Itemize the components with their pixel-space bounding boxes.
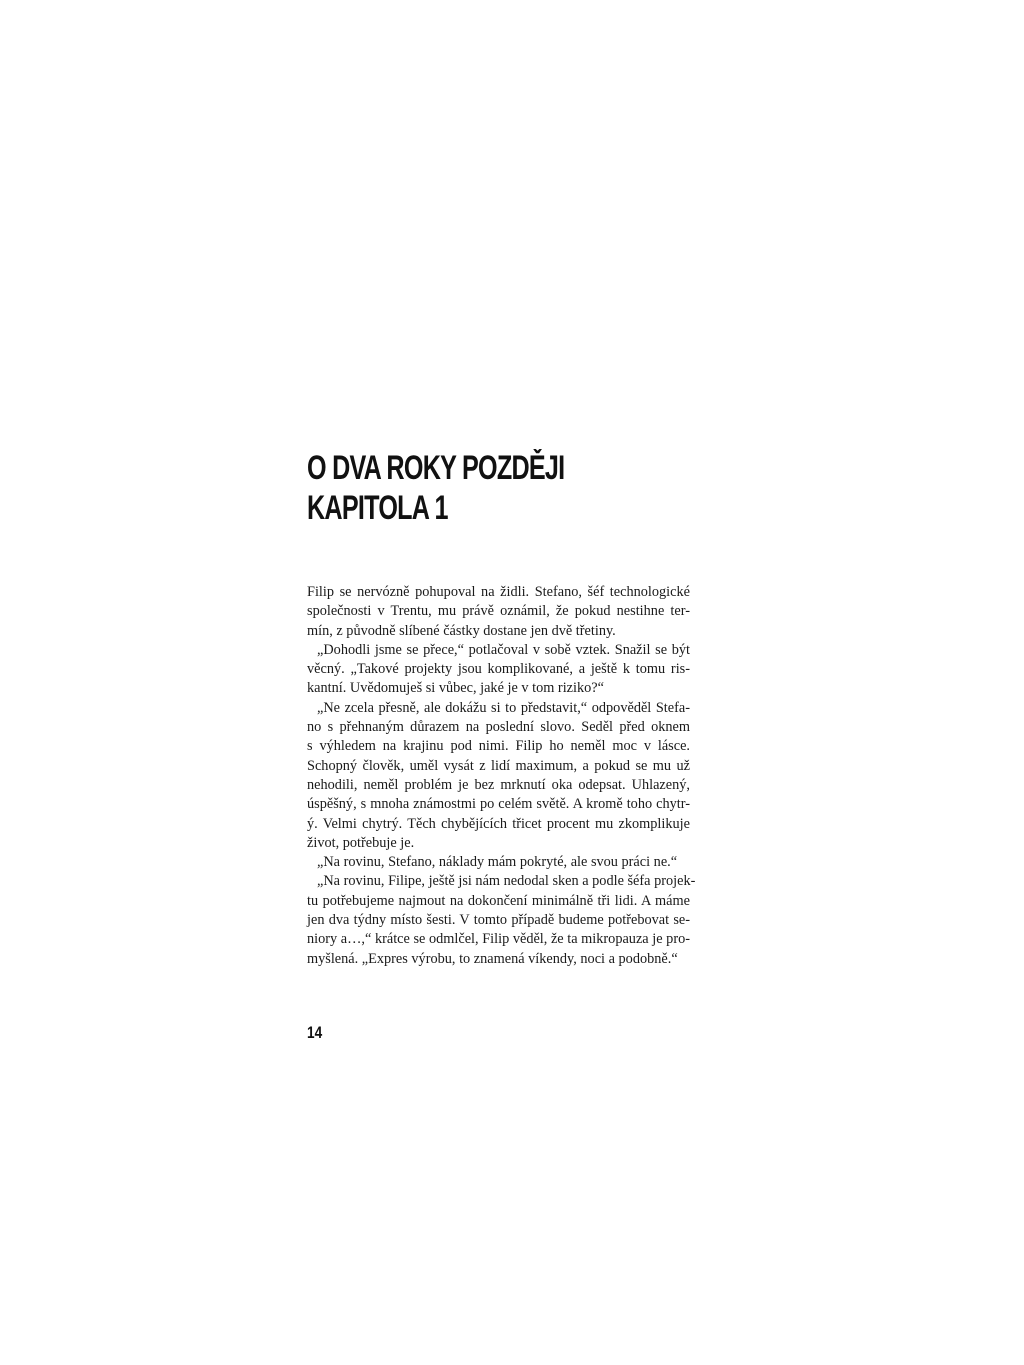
- chapter-heading: [307, 448, 564, 528]
- text-line: život, potřebuje je.: [307, 834, 415, 851]
- chapter-heading-line-1: O DVA ROKY POZDĚJI: [307, 449, 565, 487]
- text-line: „Na rovinu, Filipe, ještě jsi nám nedodal sken a podle šéfa projek-: [317, 873, 696, 890]
- text-line: myšlená. „Expres výrobu, to znamená víkendy, noci a podobně.“: [307, 950, 678, 967]
- text-line: „Na rovinu, Stefano, náklady mám pokryté, ale svou práci ne.“: [317, 854, 678, 871]
- text-line: no s přehnaným důrazem na poslední slovo. Seděl před oknem: [307, 719, 690, 736]
- text-line: tu potřebujeme najmout na dokončení minimálně tři lidi. A máme: [307, 892, 690, 909]
- chapter-body-text: [307, 583, 696, 969]
- text-line: Schopný člověk, uměl vysát z lidí maximum, a pokud se mu už: [307, 757, 690, 774]
- text-line: Filip se nervózně pohupoval na židli. Stefano, šéf technologické: [307, 584, 690, 600]
- text-line: jen dva týdny místo šesti. V tomto případě budeme potřebovat se-: [307, 912, 690, 929]
- text-line: nehodili, neměl problém je bez mrknutí oka odepsat. Uhlazený,: [307, 776, 690, 793]
- text-line: mín, z původně slíbené částky dostane jen dvě třetiny.: [307, 622, 616, 639]
- page-number: 14: [307, 1023, 323, 1042]
- text-line: ý. Velmi chytrý. Těch chybějících třicet procent mu zkomplikuje: [307, 815, 690, 832]
- text-line: „Dohodli jsme se přece,“ potlačoval v sobě vztek. Snažil se být: [317, 641, 690, 658]
- chapter-heading-line-2: KAPITOLA 1: [307, 489, 448, 527]
- text-line: „Ne zcela přesně, ale dokážu si to představit,“ odpověděl Stefa-: [317, 699, 690, 716]
- text-line: úspěšný, s mnoha známostmi po celém světě. A kromě toho chytr-: [307, 796, 690, 813]
- text-line: niory a…,“ krátce se odmlčel, Filip věděl, že ta mikropauza je pro-: [307, 931, 690, 948]
- text-line: s výhledem na krajinu pod nimi. Filip ho neměl moc v lásce.: [307, 738, 690, 755]
- text-line: věcný. „Takové projekty jsou komplikované, a ještě k tomu ris-: [307, 661, 690, 678]
- text-line: společnosti v Trentu, mu právě oznámil, že pokud nestihne ter-: [307, 603, 690, 620]
- text-line: kantní. Uvědomuješ si vůbec, jaké je v tom riziko?“: [307, 680, 604, 697]
